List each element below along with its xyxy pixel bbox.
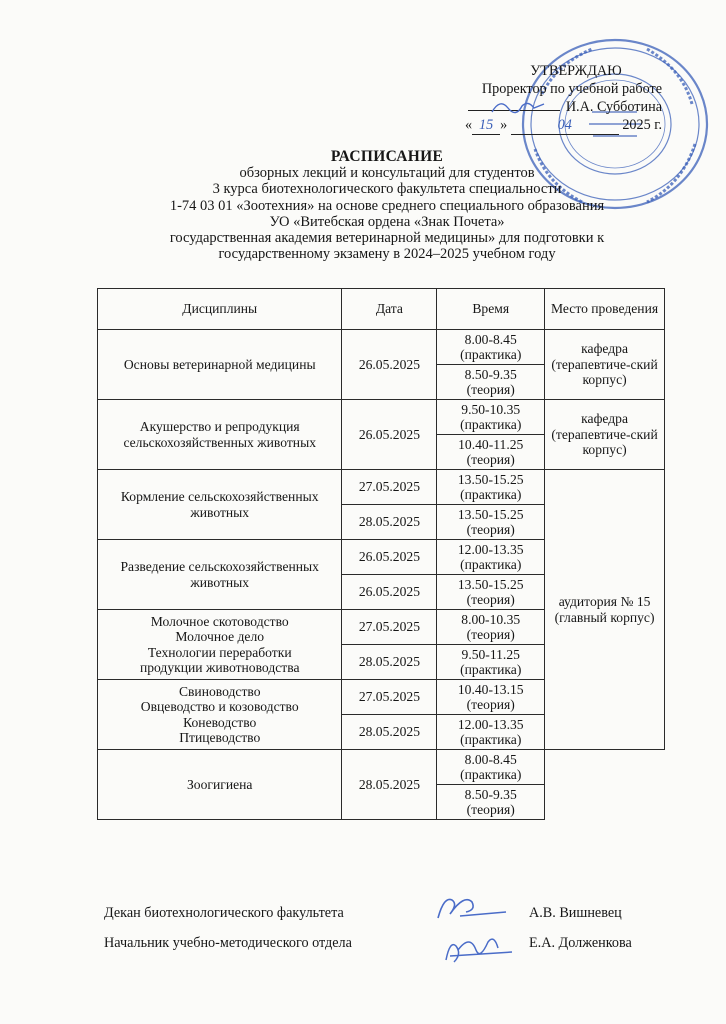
head-signature-row bbox=[104, 935, 632, 952]
approver-signature bbox=[488, 92, 548, 122]
time-cell: 12.00-13.35 (практика) bbox=[437, 540, 545, 575]
time-cell: 8.00-8.45 (практика) bbox=[437, 750, 545, 785]
table-header-row bbox=[98, 289, 665, 330]
head-signature bbox=[440, 930, 520, 970]
discipline-line: Молочное дело bbox=[175, 629, 265, 644]
schedule-table bbox=[97, 288, 665, 820]
time-cell: 10.40-11.25 (теория) bbox=[437, 435, 545, 470]
time-cell: 13.50-15.25 (теория) bbox=[437, 575, 545, 610]
discipline-cell: Кормление сельскохозяйственных животных bbox=[98, 470, 342, 540]
dean-signature-row bbox=[104, 905, 622, 922]
date-cell: 28.05.2025 bbox=[342, 645, 437, 680]
column-header: Дата bbox=[342, 289, 437, 330]
table-row bbox=[98, 470, 665, 505]
time-cell: 8.00-10.35 (теория) bbox=[437, 610, 545, 645]
time-cell: 8.50-9.35 (теория) bbox=[437, 785, 545, 820]
date-cell: 27.05.2025 bbox=[342, 680, 437, 715]
discipline-line: Технологии переработки bbox=[147, 644, 292, 660]
approval-month: 04 bbox=[511, 116, 619, 135]
title-line-4: УО «Витебская ордена «Знак Почета» bbox=[269, 213, 505, 230]
discipline-cell: Разведение сельскохозяйственных животных bbox=[98, 540, 342, 610]
time-cell: 12.00-13.35 (практика) bbox=[437, 715, 545, 750]
head-name: Е.А. Долженкова bbox=[529, 935, 632, 951]
time-cell: 8.00-8.45 (практика) bbox=[437, 330, 545, 365]
title-line-3: 1-74 03 01 «Зоотехния» на основе среднего специального образования bbox=[169, 197, 605, 214]
time-cell: 10.40-13.15 (теория) bbox=[437, 680, 545, 715]
discipline-cell: Акушерство и репродукция сельскохозяйственных животных bbox=[98, 400, 342, 470]
approval-day: 15 bbox=[472, 116, 500, 135]
column-header: Место проведения bbox=[545, 289, 665, 330]
table-row bbox=[98, 750, 665, 785]
approval-year: 2025 г. bbox=[622, 117, 662, 133]
discipline-line: Свиноводство bbox=[178, 683, 261, 699]
discipline-line: Птицеводство bbox=[179, 730, 261, 745]
discipline-cell bbox=[98, 610, 342, 680]
title-line-5: государственная академия ветеринарной медицины» для подготовки к bbox=[169, 230, 605, 247]
title-line-6: государственному экзамену в 2024–2025 учебном году bbox=[218, 246, 556, 263]
time-cell: 9.50-10.35 (практика) bbox=[437, 400, 545, 435]
discipline-line: Овцеводство и козоводство bbox=[140, 699, 299, 714]
date-cell: 28.05.2025 bbox=[342, 715, 437, 750]
date-cell: 26.05.2025 bbox=[342, 540, 437, 575]
dean-signature bbox=[430, 890, 510, 926]
place-cell: кафедра (терапевтиче-ский корпус) bbox=[545, 400, 665, 470]
date-cell: 27.05.2025 bbox=[342, 610, 437, 645]
date-cell: 26.05.2025 bbox=[342, 330, 437, 400]
table-row bbox=[98, 330, 665, 365]
discipline-line: продукции животноводства bbox=[139, 660, 300, 675]
date-cell: 28.05.2025 bbox=[342, 505, 437, 540]
discipline-cell: Основы ветеринарной медицины bbox=[98, 330, 342, 400]
date-cell: 26.05.2025 bbox=[342, 400, 437, 470]
time-cell: 13.50-15.25 (теория) bbox=[437, 505, 545, 540]
discipline-line: Молочное скотоводство bbox=[150, 613, 289, 629]
approver-name: И.А. Субботина bbox=[565, 99, 662, 115]
date-cell: 27.05.2025 bbox=[342, 470, 437, 505]
discipline-line: Коневодство bbox=[183, 714, 257, 730]
discipline-cell: Зоогигиена bbox=[98, 750, 342, 820]
column-header: Дисциплины bbox=[98, 289, 342, 330]
column-header: Время bbox=[437, 289, 545, 330]
document-title: РАСПИСАНИЕ bbox=[330, 148, 444, 165]
title-line-1: обзорных лекций и консультаций для студентов bbox=[239, 165, 535, 182]
place-cell: аудитория № 15 (главный корпус) bbox=[545, 470, 665, 750]
dean-title: Декан биотехнологического факультета bbox=[104, 905, 344, 921]
approver-position: Проректор по учебной работе bbox=[481, 81, 662, 97]
date-cell: 28.05.2025 bbox=[342, 750, 437, 820]
approval-heading: УТВЕРЖДАЮ bbox=[530, 63, 622, 79]
dean-name: А.В. Вишневец bbox=[529, 905, 622, 921]
head-title: Начальник учебно-методического отдела bbox=[104, 935, 352, 951]
time-cell: 9.50-11.25 (практика) bbox=[437, 645, 545, 680]
place-cell: кафедра (терапевтиче-ский корпус) bbox=[545, 330, 665, 400]
date-cell: 26.05.2025 bbox=[342, 575, 437, 610]
table-row bbox=[98, 400, 665, 435]
document-title-block bbox=[96, 149, 678, 262]
time-cell: 8.50-9.35 (теория) bbox=[437, 365, 545, 400]
approval-date: « 15 » 04 2025 г. bbox=[465, 117, 662, 133]
discipline-cell bbox=[98, 680, 342, 750]
time-cell: 13.50-15.25 (практика) bbox=[437, 470, 545, 505]
title-line-2: 3 курса биотехнологического факультета специальности bbox=[212, 181, 562, 198]
